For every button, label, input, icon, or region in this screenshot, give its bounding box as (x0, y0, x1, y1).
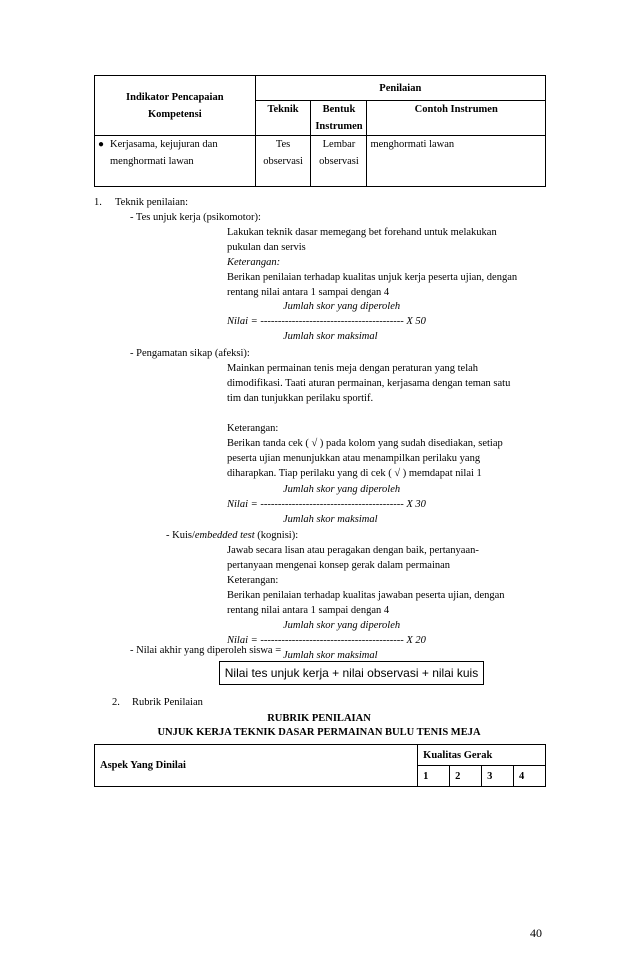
psikomotor-line1: Lakukan teknik dasar memegang bet forehand untuk melakukan (227, 227, 497, 238)
rubrik-subheading: UNJUK KERJA TEKNIK DASAR PERMAINAN BULU TENIS MEJA (157, 727, 481, 738)
header-bentuk: Bentuk Instrumen (311, 101, 367, 136)
kognisi-numerator: Jumlah skor yang diperoleh (283, 620, 401, 631)
psikomotor-desc2: rentang nilai antara 1 sampai dengan 4 (227, 287, 390, 298)
afeksi-keterangan: Keterangan: (227, 423, 279, 434)
rubrik-heading: RUBRIK PENILAIAN (267, 713, 371, 724)
afeksi-numerator: Jumlah skor yang diperoleh (283, 484, 401, 495)
afeksi-formula: Nilai = ----------------------------------------- X 30 (227, 499, 426, 510)
kognisi-desc1: Berikan penilaian terhadap kualitas jawaban peserta ujian, dengan (227, 590, 505, 601)
cell-contoh: menghormati lawan (367, 136, 546, 187)
psikomotor-keterangan: Keterangan: (227, 257, 281, 268)
afeksi-heading: - Pengamatan sikap (afeksi): (130, 348, 250, 359)
bullet-icon: ● (98, 139, 105, 150)
assessment-table (94, 75, 546, 187)
header-contoh: Contoh Instrumen (367, 101, 546, 136)
kognisi-desc2: rentang nilai antara 1 sampai dengan 4 (227, 605, 390, 616)
cell-teknik: Tes observasi (255, 136, 311, 187)
header-kualitas: Kualitas Gerak (418, 745, 546, 766)
psikomotor-line2: pukulan dan servis (227, 242, 306, 253)
header-indikator: Indikator Pencapaian Kompetensi (95, 76, 256, 136)
psikomotor-numerator: Jumlah skor yang diperoleh (283, 301, 401, 312)
psikomotor-desc1: Berikan penilaian terhadap kualitas unjuk kerja peserta ujian, dengan (227, 272, 518, 283)
afeksi-desc2: peserta ujian menunjukkan atau menampilkan perilaku yang (227, 453, 481, 464)
afeksi-line3: tim dan tunjukkan perilaku sportif. (227, 393, 374, 404)
afeksi-denominator: Jumlah skor maksimal (283, 514, 378, 525)
kognisi-formula: Nilai = ----------------------------------------- X 20 (227, 635, 426, 646)
section1-title: Teknik penilaian: (115, 197, 189, 208)
header-penilaian: Penilaian (255, 76, 545, 101)
score-4: 4 (514, 766, 546, 787)
kognisi-denominator: Jumlah skor maksimal (283, 650, 378, 661)
psikomotor-heading: - Tes unjuk kerja (psikomotor): (130, 212, 261, 223)
nilai-akhir-label: - Nilai akhir yang diperoleh siswa = (130, 645, 282, 656)
kognisi-heading (166, 530, 298, 541)
score-3: 3 (482, 766, 514, 787)
rubric-table (94, 744, 546, 787)
header-teknik: Teknik (255, 101, 311, 136)
kognisi-suffix: (kognisi): (254, 530, 299, 541)
afeksi-line1: Mainkan permainan tenis meja dengan peraturan yang telah (227, 363, 479, 374)
section1-number: 1. (94, 197, 102, 208)
afeksi-line2: dimodifikasi. Taati aturan permainan, kerjasama dengan teman satu (227, 378, 511, 389)
psikomotor-denominator: Jumlah skor maksimal (283, 331, 378, 342)
kognisi-line2: pertanyaan mengenai konsep gerak dalam permainan (227, 560, 451, 571)
header-aspek: Aspek Yang Dinilai (95, 745, 418, 787)
psikomotor-formula: Nilai = ----------------------------------------- X 50 (227, 316, 426, 327)
score-2: 2 (450, 766, 482, 787)
kognisi-keterangan: Keterangan: (227, 575, 279, 586)
cell-bentuk: Lembar observasi (311, 136, 367, 187)
kognisi-line1: Jawab secara lisan atau peragakan dengan baik, pertanyaan- (227, 545, 479, 556)
kognisi-italic: embedded test (194, 530, 255, 541)
section2-title: Rubrik Penilaian (132, 697, 203, 708)
cell-indikator (95, 136, 256, 187)
kognisi-prefix: - Kuis/ (166, 530, 195, 541)
section2-number: 2. (112, 697, 120, 708)
afeksi-desc3: diharapkan. Tiap perilaku yang di cek ( √ ) memdapat nilai 1 (227, 468, 482, 479)
final-score-formula-box: Nilai tes unjuk kerja + nilai observasi + nilai kuis (219, 661, 484, 685)
afeksi-desc1: Berikan tanda cek ( √ ) pada kolom yang sudah disediakan, setiap (227, 438, 503, 449)
page-number: 40 (530, 926, 542, 940)
indikator-text: Kerjasama, kejujuran dan menghormati lawan (110, 139, 218, 167)
score-1: 1 (418, 766, 450, 787)
